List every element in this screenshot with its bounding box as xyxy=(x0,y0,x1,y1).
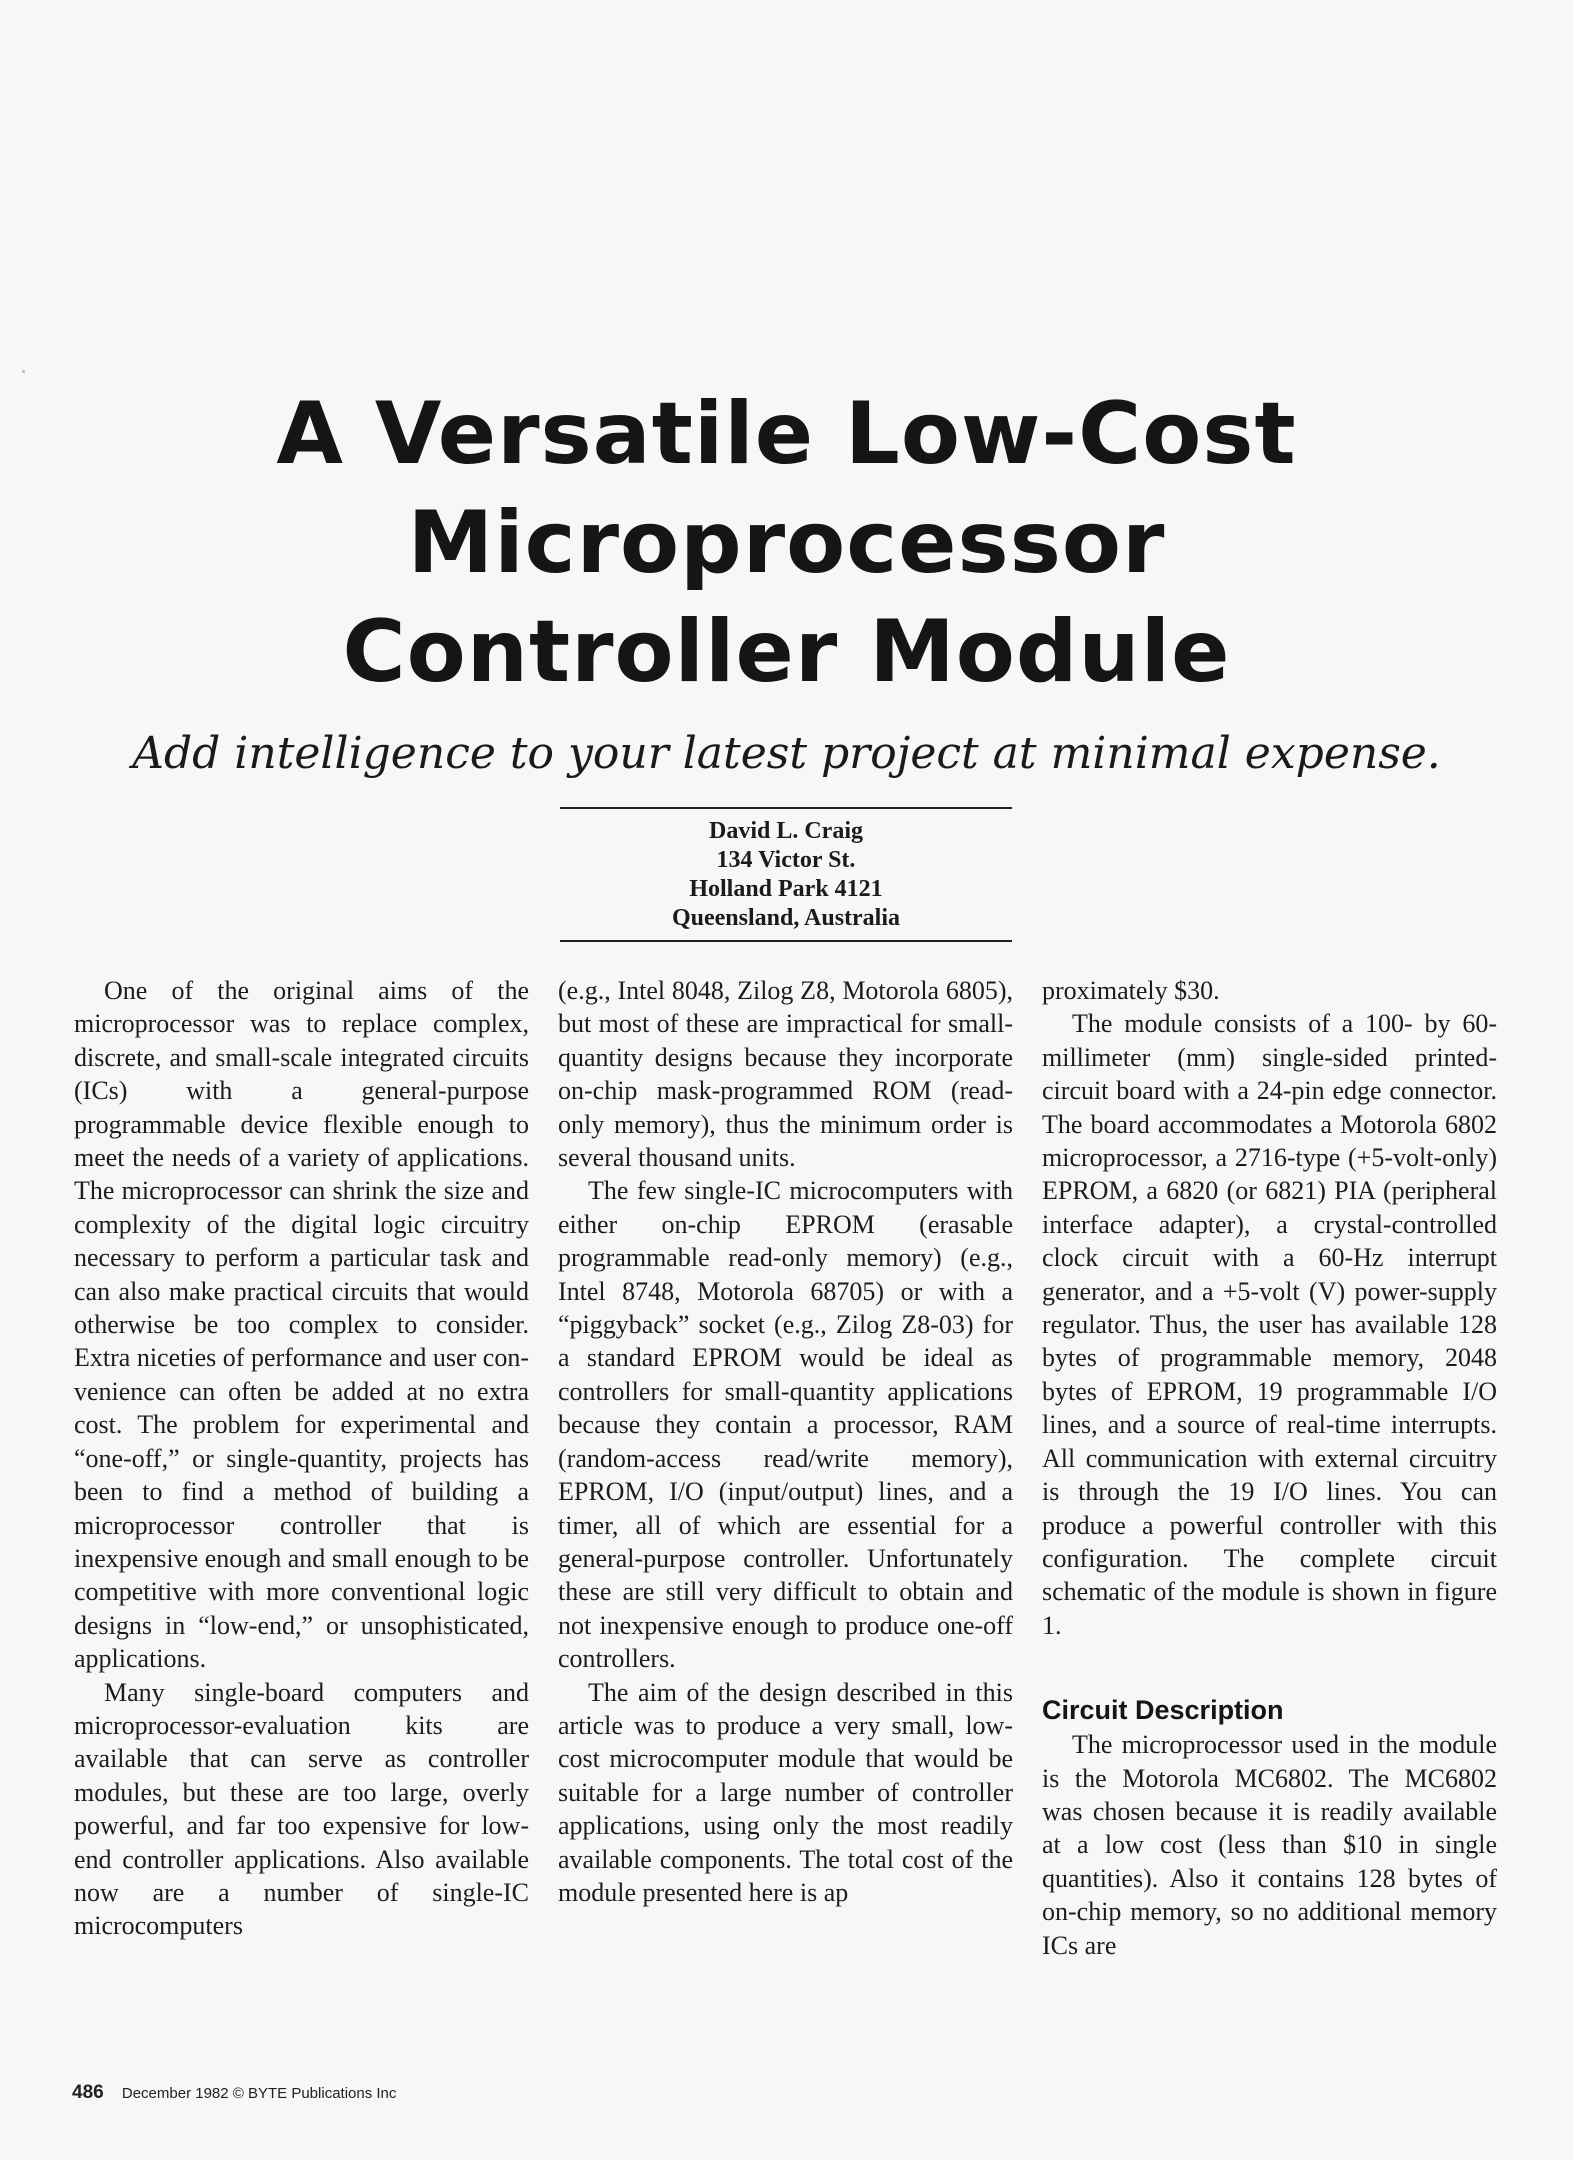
paragraph: One of the original aims of the microprocessor was to replace complex, discrete, and small-scale integrated circuits (ICs) with a general-purpose programmable device flexible enough to meet the needs of a variety of applications. The microprocessor can shrink the size and complexity of the digital logic circuitry necessary to perform a particular task and can also make practical circuits that would otherwise be too complex to consider. Extra niceties of performance and user convenience can often be added at no extra cost. The problem for experimental and “one-off,” or single-quantity, projects has been to find a method of building a microprocessor controller that is inexpensive enough and small enough to be competitive with more conventional logic designs in “low-end,” or unsophisticated, applications. xyxy=(74,976,529,1674)
text-column-2 xyxy=(558,974,1013,1909)
publication-credit: December 1982 © BYTE Publications Inc xyxy=(121,2085,397,2102)
section-heading: Circuit Description xyxy=(1042,1695,1284,1726)
author-byline xyxy=(560,817,1012,933)
article-subtitle: Add intelligence to your latest project at minimal expense. xyxy=(132,728,1441,779)
paragraph: The aim of the design described in this article was to produce a very small, low-cost microcomputer module that would be suitable for a large number of controller applications, using only the most readily available components. The total cost of the module presented here is ap xyxy=(558,1677,1013,1907)
author-street: 134 Victor St. xyxy=(716,847,856,873)
text-column-1 xyxy=(74,974,529,1943)
title-line-2: Microprocessor xyxy=(407,493,1166,593)
paragraph: The module consists of a 100- by 60-millimeter (mm) single-sided printed-circuit board with a 24-pin edge connector. The board accommodates a Motorola 6802 microprocessor, a 2716-type (+5-volt-only) EPROM, a 6820 (or 6821) PIA (peripheral interface adapter), a crystal-controlled clock circuit with a 60-Hz interrupt generator, and a +5-volt (V) power-supply regulator. Thus, the user has available 128 bytes of programmable memory, 2048 bytes of EPROM, 19 programmable I/O lines, and a source of real-time interrupts. All communication with external circuitry is through the 19 I/O lines. You can produce a powerful controller with this configuration. The complete circuit schematic of the module is shown in figure 1. xyxy=(1042,1009,1497,1640)
author-city: Holland Park 4121 xyxy=(689,876,883,902)
print-speck xyxy=(22,370,25,373)
author-region: Queensland, Australia xyxy=(671,905,901,931)
author-name: David L. Craig xyxy=(708,818,863,844)
article-title xyxy=(0,380,1573,707)
byline-top-rule xyxy=(560,807,1012,809)
text-column-3 xyxy=(1042,974,1497,1962)
paragraph: The microprocessor used in the module is the Motorola MC6802. The MC6802 was chosen because it is readily available at a low cost (less than $10 in single quantities). Also it contains 128 bytes of on-chip memory, so no additional memory ICs are xyxy=(1042,1730,1497,1960)
paragraph: Many single-board computers and microprocessor-evaluation kits are available that can serve as controller modules, but these are too large, overly powerful, and far too expensive for low-end controller applications. Also available now are a number of single-IC microcomputers xyxy=(74,1677,529,1941)
page-number: 486 xyxy=(72,2082,104,2103)
title-line-3: Controller Module xyxy=(342,602,1231,702)
paragraph: (e.g., Intel 8048, Zilog Z8, Motorola 6805), but most of these are impractical for small-quantity designs because they incorporate on-chip mask-programmed ROM (read-only memory), thus the minimum order is several thousand units. xyxy=(558,976,1013,1173)
paragraph: The few single-IC microcomputers with either on-chip EPROM (erasable programmable read-only memory) (e.g., Intel 8748, Motorola 68705) or with a “piggyback” socket (e.g., Zilog Z8-03) for a standard EPROM would be ideal as controllers for small-quantity applications because they contain a processor, RAM (random-access read/write memory), EPROM, I/O (input/output) lines, and a timer, all of which are essential for a general-purpose controller. Unfortunately these are still very difficult to obtain and not inexpensive enough to produce one-off controllers. xyxy=(558,1176,1013,1674)
title-line-1: A Versatile Low-Cost xyxy=(276,384,1297,484)
byline-bottom-rule xyxy=(560,940,1012,942)
page-footer xyxy=(72,2082,396,2104)
paragraph: proximately $30. xyxy=(1042,976,1220,1005)
